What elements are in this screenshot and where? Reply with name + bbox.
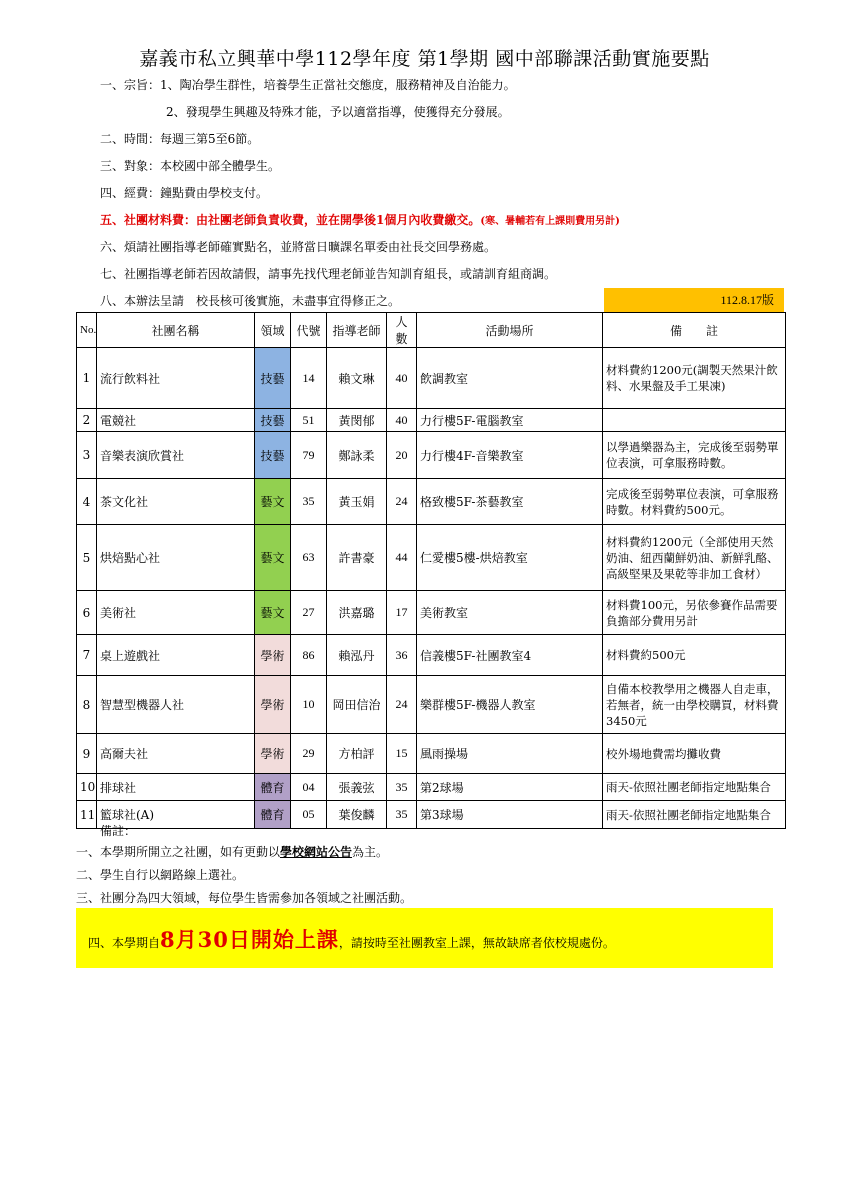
cell-name: 美術社 xyxy=(97,591,255,635)
cell-no: 5 xyxy=(77,525,97,591)
cell-teacher: 張義弦 xyxy=(327,774,387,801)
cell-code: 10 xyxy=(291,676,327,734)
header-domain: 領域 xyxy=(255,313,291,348)
cell-name: 茶文化社 xyxy=(97,479,255,525)
cell-teacher: 賴泓丹 xyxy=(327,635,387,676)
cell-code: 86 xyxy=(291,635,327,676)
cell-name: 流行飲料社 xyxy=(97,348,255,409)
school-website-link[interactable]: 學校網站公告 xyxy=(280,845,353,859)
cell-name: 音樂表演欣賞社 xyxy=(97,432,255,479)
cell-domain: 體育 xyxy=(255,774,291,801)
cell-teacher: 鄭詠柔 xyxy=(327,432,387,479)
cell-place: 樂群樓5F-機器人教室 xyxy=(417,676,603,734)
table-row xyxy=(77,591,786,635)
leave-line: 七、社團指導老師若因故請假，請事先找代理老師並告知訓育組長，或請訓育組商調。 xyxy=(100,267,557,281)
cell-code: 63 xyxy=(291,525,327,591)
cell-count: 35 xyxy=(387,801,417,829)
footer-note-2: 二、學生自行以網路線上選社。 xyxy=(76,868,245,882)
cell-count: 44 xyxy=(387,525,417,591)
cell-name: 桌上遊戲社 xyxy=(97,635,255,676)
cell-count: 17 xyxy=(387,591,417,635)
cell-no: 11 xyxy=(77,801,97,829)
cell-no: 9 xyxy=(77,734,97,774)
header-teacher: 指導老師 xyxy=(327,313,387,348)
cell-code: 79 xyxy=(291,432,327,479)
cell-teacher: 賴文琳 xyxy=(327,348,387,409)
cell-domain: 體育 xyxy=(255,801,291,829)
cell-note: 雨天-依照社團老師指定地點集合 xyxy=(603,801,786,829)
header-name: 社團名稱 xyxy=(97,313,255,348)
cell-domain: 技藝 xyxy=(255,432,291,479)
header-no: No. xyxy=(77,313,97,348)
header-code: 代號 xyxy=(291,313,327,348)
cell-code: 05 xyxy=(291,801,327,829)
cell-count: 36 xyxy=(387,635,417,676)
material-fee-note: (寒、暑輔若有上課則費用另計) xyxy=(480,216,620,227)
cell-place: 飲調教室 xyxy=(417,348,603,409)
cell-teacher: 黃閔郁 xyxy=(327,409,387,432)
material-fee-text: 五、社團材料費：由社團老師負責收費，並在開學後1個月內收費繳交。 xyxy=(100,213,481,227)
banner-text xyxy=(88,924,615,954)
purpose-line-1: 一、宗旨：1、陶冶學生群性，培養學生正當社交態度，服務精神及自治能力。 xyxy=(100,78,516,92)
cell-name: 電競社 xyxy=(97,409,255,432)
cell-count: 24 xyxy=(387,479,417,525)
table-header-row xyxy=(77,313,786,348)
cell-count: 24 xyxy=(387,676,417,734)
cell-teacher: 黃玉娟 xyxy=(327,479,387,525)
cell-count: 40 xyxy=(387,348,417,409)
cell-no: 6 xyxy=(77,591,97,635)
table-row xyxy=(77,801,786,829)
table-row xyxy=(77,734,786,774)
cell-domain: 藝文 xyxy=(255,525,291,591)
banner-pre: 四、本學期自 xyxy=(88,936,161,950)
header-note: 備 註 xyxy=(603,313,786,348)
cell-name: 籃球社(A) xyxy=(97,801,255,829)
cell-note: 材料費100元，另依參賽作品需要負擔部分費用另計 xyxy=(603,591,786,635)
cell-code: 29 xyxy=(291,734,327,774)
cell-note: 材料費約1200元(調製天然果汁飲料、水果盤及手工果凍) xyxy=(603,348,786,409)
cell-domain: 學術 xyxy=(255,635,291,676)
table-row xyxy=(77,432,786,479)
cell-domain: 學術 xyxy=(255,676,291,734)
cell-note: 材料費約500元 xyxy=(603,635,786,676)
footer-note-1 xyxy=(76,843,388,860)
cell-count: 35 xyxy=(387,774,417,801)
cell-count: 15 xyxy=(387,734,417,774)
cell-domain: 學術 xyxy=(255,734,291,774)
table-row xyxy=(77,635,786,676)
cell-code: 27 xyxy=(291,591,327,635)
cell-name: 烘焙點心社 xyxy=(97,525,255,591)
cell-code: 51 xyxy=(291,409,327,432)
target-line: 三、對象：本校國中部全體學生。 xyxy=(100,159,281,173)
purpose-line-2: 2、發現學生興趣及特殊才能，予以適當指導，使獲得充分發展。 xyxy=(166,105,510,119)
cell-code: 04 xyxy=(291,774,327,801)
cell-teacher: 方柏評 xyxy=(327,734,387,774)
cell-name: 高爾夫社 xyxy=(97,734,255,774)
footer-note-3: 三、社團分為四大領域，每位學生皆需參加各領域之社團活動。 xyxy=(76,891,413,905)
approval-line: 八、本辦法呈請 校長核可後實施，未盡事宜得修正之。 xyxy=(100,294,401,308)
table-row xyxy=(77,676,786,734)
cell-domain: 藝文 xyxy=(255,479,291,525)
banner-post: ，請按時至社團教室上課，無故缺席者依校規處份。 xyxy=(338,936,615,950)
footer-note-1-post: 為主。 xyxy=(352,845,389,859)
cell-no: 7 xyxy=(77,635,97,676)
cell-teacher: 岡田信治 xyxy=(327,676,387,734)
cell-code: 14 xyxy=(291,348,327,409)
start-date-banner xyxy=(76,908,773,968)
document-title: 嘉義市私立興華中學112學年度 第1學期 國中部聯課活動實施要點 xyxy=(139,48,710,70)
cell-no: 8 xyxy=(77,676,97,734)
cell-place: 仁愛樓5樓-烘焙教室 xyxy=(417,525,603,591)
footer-note-1-pre: 一、本學期所開立之社團，如有更動以 xyxy=(76,845,281,859)
cell-name: 排球社 xyxy=(97,774,255,801)
table-row xyxy=(77,348,786,409)
cell-teacher: 許書豪 xyxy=(327,525,387,591)
cell-no: 4 xyxy=(77,479,97,525)
header-place: 活動場所 xyxy=(417,313,603,348)
time-line: 二、時間：每週三第5至6節。 xyxy=(100,132,260,146)
cell-note: 以學過樂器為主，完成後至弱勢單位表演，可拿服務時數。 xyxy=(603,432,786,479)
cell-no: 3 xyxy=(77,432,97,479)
cell-place: 美術教室 xyxy=(417,591,603,635)
cell-domain: 技藝 xyxy=(255,409,291,432)
cell-no: 1 xyxy=(77,348,97,409)
table-row xyxy=(77,774,786,801)
cell-note: 雨天-依照社團老師指定地點集合 xyxy=(603,774,786,801)
cell-place: 力行樓4F-音樂教室 xyxy=(417,432,603,479)
cell-note: 完成後至弱勢單位表演，可拿服務時數。材料費約500元。 xyxy=(603,479,786,525)
cell-place: 第2球場 xyxy=(417,774,603,801)
cell-note: 校外場地費需均攤收費 xyxy=(603,734,786,774)
cell-place: 信義樓5F-社團教室4 xyxy=(417,635,603,676)
cell-place: 風雨操場 xyxy=(417,734,603,774)
table-row xyxy=(77,409,786,432)
roll-call-line: 六、煩請社團指導老師確實點名，並將當日曠課名單委由社長交回學務處。 xyxy=(100,240,497,254)
cell-count: 40 xyxy=(387,409,417,432)
notes-heading: 備註： xyxy=(100,824,137,838)
cell-code: 35 xyxy=(291,479,327,525)
banner-start-date: 8月30日開始上課 xyxy=(160,927,339,952)
cell-count: 20 xyxy=(387,432,417,479)
header-count: 人數 xyxy=(387,313,417,348)
cell-teacher: 葉俊麟 xyxy=(327,801,387,829)
table-row xyxy=(77,525,786,591)
cell-domain: 技藝 xyxy=(255,348,291,409)
cell-note: 自備本校教學用之機器人自走車，若無者，統一由學校購買，材料費3450元 xyxy=(603,676,786,734)
cell-place: 第3球場 xyxy=(417,801,603,829)
clubs-table xyxy=(76,312,786,829)
cell-place: 力行樓5F-電腦教室 xyxy=(417,409,603,432)
cell-domain: 藝文 xyxy=(255,591,291,635)
version-label: 112.8.17版 xyxy=(604,288,784,312)
cell-note xyxy=(603,409,786,432)
cell-no: 2 xyxy=(77,409,97,432)
funding-line: 四、經費：鐘點費由學校支付。 xyxy=(100,186,269,200)
cell-teacher: 洪嘉璐 xyxy=(327,591,387,635)
table-row xyxy=(77,479,786,525)
cell-name: 智慧型機器人社 xyxy=(97,676,255,734)
material-fee-line xyxy=(100,211,620,228)
cell-note: 材料費約1200元（全部使用天然奶油、紐西蘭鮮奶油、新鮮乳酪、高級堅果及果乾等非加工食材） xyxy=(603,525,786,591)
cell-place: 格致樓5F-茶藝教室 xyxy=(417,479,603,525)
cell-no: 10 xyxy=(77,774,97,801)
